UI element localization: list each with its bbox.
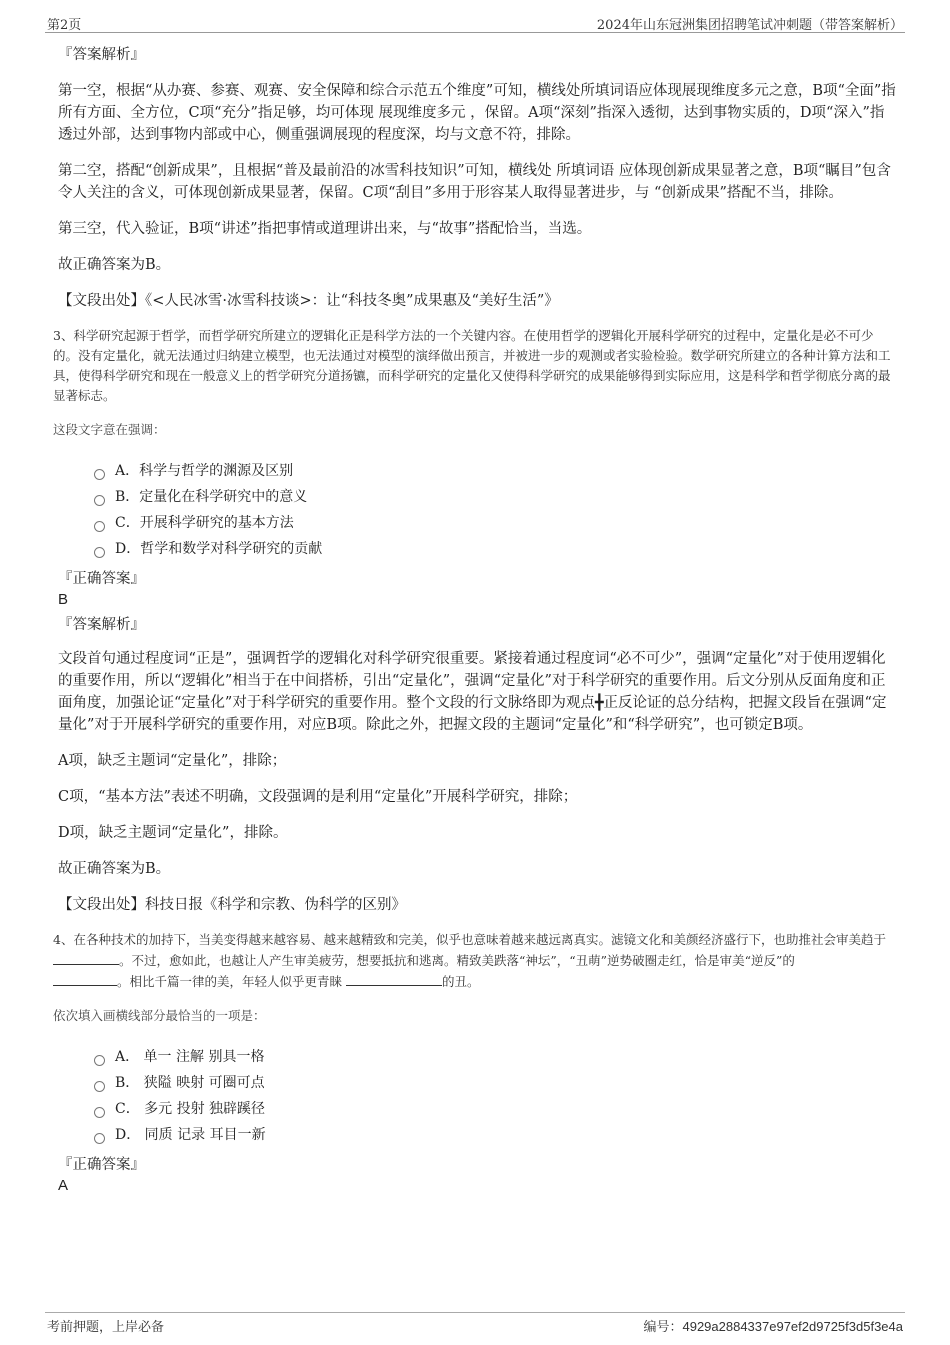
option-c[interactable] [94, 1096, 896, 1122]
radio-icon[interactable] [94, 469, 105, 480]
page-footer [45, 1312, 905, 1337]
analysis-paragraph-3: 第三空，代入验证，B项“讲述”指把事情或道理讲出来，与“故事”搭配恰当，当选。 [58, 221, 592, 237]
correct-answer-label: 『正确答案』 [58, 1157, 145, 1173]
option-label: A．科学与哲学的渊源及区别 [115, 463, 294, 479]
blank-line [346, 971, 442, 986]
option-label: B． 狭隘 映射 可圈可点 [115, 1075, 265, 1091]
page-header [45, 10, 905, 33]
option-d[interactable] [94, 1122, 896, 1148]
correct-answer-label: 『正确答案』 [58, 571, 145, 587]
analysis-paragraph-4: D项，缺乏主题词“定量化”，排除。 [58, 825, 288, 841]
analysis-paragraph-2: 第二空，搭配“创新成果”，且根据“普及最前沿的冰雪科技知识”可知，横线处 所填词语 应体现创新成果显著之意，B项“瞩目”包含令人关注的含义，可体现创新成果显著，保留。C项“刮目”多用于形容某人取得显著进步，与 “创新成果”搭配不当，排除。 [58, 163, 891, 201]
analysis-label: 『答案解析』 [58, 617, 145, 633]
radio-icon[interactable] [94, 1107, 105, 1118]
radio-icon[interactable] [94, 1055, 105, 1066]
option-b[interactable] [94, 1070, 896, 1096]
question-text-part: 的丑。 [441, 974, 480, 989]
page-number: 第2页 [47, 18, 82, 33]
analysis-paragraph-3: C项，“基本方法”表述不明确，文段强调的是利用“定量化”开展科学研究，排除； [58, 789, 578, 805]
question-text-part: 。不过，愈如此，也越让人产生审美疲劳，想要抵抗和逃离。精致美跌落“神坛”，“丑萌”逆势破圈走红，恰是审美“逆反”的 [119, 953, 795, 968]
option-d[interactable] [94, 536, 896, 562]
page-content [53, 44, 896, 1196]
question-4-options [94, 1044, 896, 1148]
footer-slogan: 考前押题，上岸必备 [47, 1320, 165, 1335]
analysis-paragraph-2: A项，缺乏主题词“定量化”，排除； [58, 753, 287, 769]
analysis-conclusion: 故正确答案为B。 [58, 257, 171, 273]
correct-answer: A [58, 1177, 69, 1194]
analysis-conclusion: 故正确答案为B。 [58, 861, 171, 877]
question-3-prompt: 这段文字意在强调： [53, 422, 166, 437]
document-id: 编号：4929a2884337e97ef2d9725f3d5f3e4a [643, 1319, 903, 1334]
blank-line [53, 971, 117, 986]
question-text-part: 4、在各种技术的加持下，当美变得越来越容易、越来越精致和完美，似乎也意味着越来越远离真实。滤镜文化和美颜经济盛行下，也助推社会审美趋于 [53, 932, 886, 947]
radio-icon[interactable] [94, 521, 105, 532]
option-label: B．定量化在科学研究中的意义 [115, 489, 308, 505]
question-3-text: 3、科学研究起源于哲学，而哲学研究所建立的逻辑化正是科学方法的一个关键内容。在使用哲学的逻辑化开展科学研究的过程中，定量化是必不可少的。没有定量化，就无法通过归纳建立模型，也无法通过对模型的演绎做出预言，并被进一步的观测或者实验检验。数学研究所建立的各种计算方法和工具，使得科学研究和现在一般意义上的哲学研究分道扬镳，而科学研究的定量化又使得科学研究的成果能够得到实际应用，这是科学和哲学彻底分离的最显著标志。 [53, 328, 891, 403]
question-4-prompt: 依次填入画横线部分最恰当的一项是： [53, 1008, 266, 1023]
document-title: 2024年山东冠洲集团招聘笔试冲刺题（带答案解析） [596, 18, 903, 33]
correct-answer: B [58, 591, 69, 608]
option-b[interactable] [94, 484, 896, 510]
option-label: C．开展科学研究的基本方法 [115, 515, 294, 531]
analysis-paragraph-1: 文段首句通过程度词“正是”，强调哲学的逻辑化对科学研究很重要。紧接着通过程度词“必不可少”，强调“定量化”对于使用逻辑化的重要作用，所以“逻辑化”相当于在中间搭桥，引出“定量化”，强调“定量化”对于科学研究的重要作用。后文分别从反面角度和正面角度，加强论证“定量化”对于科学研究的重要作用。整个文段的行文脉络即为观点╋正反论证的总分结构，把握文段旨在强调“定量化”对于开展科学研究的重要作用，对应B项。除此之外，把握文段的主题词“定量化”和“科学研究”，也可锁定B项。 [58, 651, 887, 733]
blank-line [53, 950, 119, 965]
passage-source: 【文段出处】科技日报《科学和宗教、伪科学的区别》 [58, 897, 406, 913]
radio-icon[interactable] [94, 495, 105, 506]
option-label: D．哲学和数学对科学研究的贡献 [115, 541, 323, 557]
analysis-paragraph-1: 第一空，根据“从办赛、参赛、观赛、安全保障和综合示范五个维度”可知，横线处所填词语应体现展现维度多元之意，B项“全面”指所有方面、全方位，C项“充分”指足够，均可体现 展现维度多元 ，保留。A项“深刻”指深入透彻，达到事物实质的，D项“深入”指透过外部，达到事物内部或中心，侧重强调展现的程度深，均与文意不符，排除。 [58, 83, 896, 143]
option-a[interactable] [94, 1044, 896, 1070]
radio-icon[interactable] [94, 547, 105, 558]
radio-icon[interactable] [94, 1081, 105, 1092]
question-3-options [94, 458, 896, 562]
radio-icon[interactable] [94, 1133, 105, 1144]
analysis-label: 『答案解析』 [58, 47, 145, 63]
question-text-part: 。相比千篇一律的美，年轻人似乎更青睐 [117, 974, 346, 989]
passage-source: 【文段出处】《<人民冰雪·冰雪科技谈>：让“科技冬奥”成果惠及“美好生活”》 [58, 293, 559, 309]
option-label: D． 同质 记录 耳目一新 [115, 1127, 266, 1143]
option-c[interactable] [94, 510, 896, 536]
question-4-text [53, 930, 896, 992]
option-label: A． 单一 注解 别具一格 [115, 1049, 265, 1065]
option-label: C． 多元 投射 独辟蹊径 [115, 1101, 266, 1117]
option-a[interactable] [94, 458, 896, 484]
